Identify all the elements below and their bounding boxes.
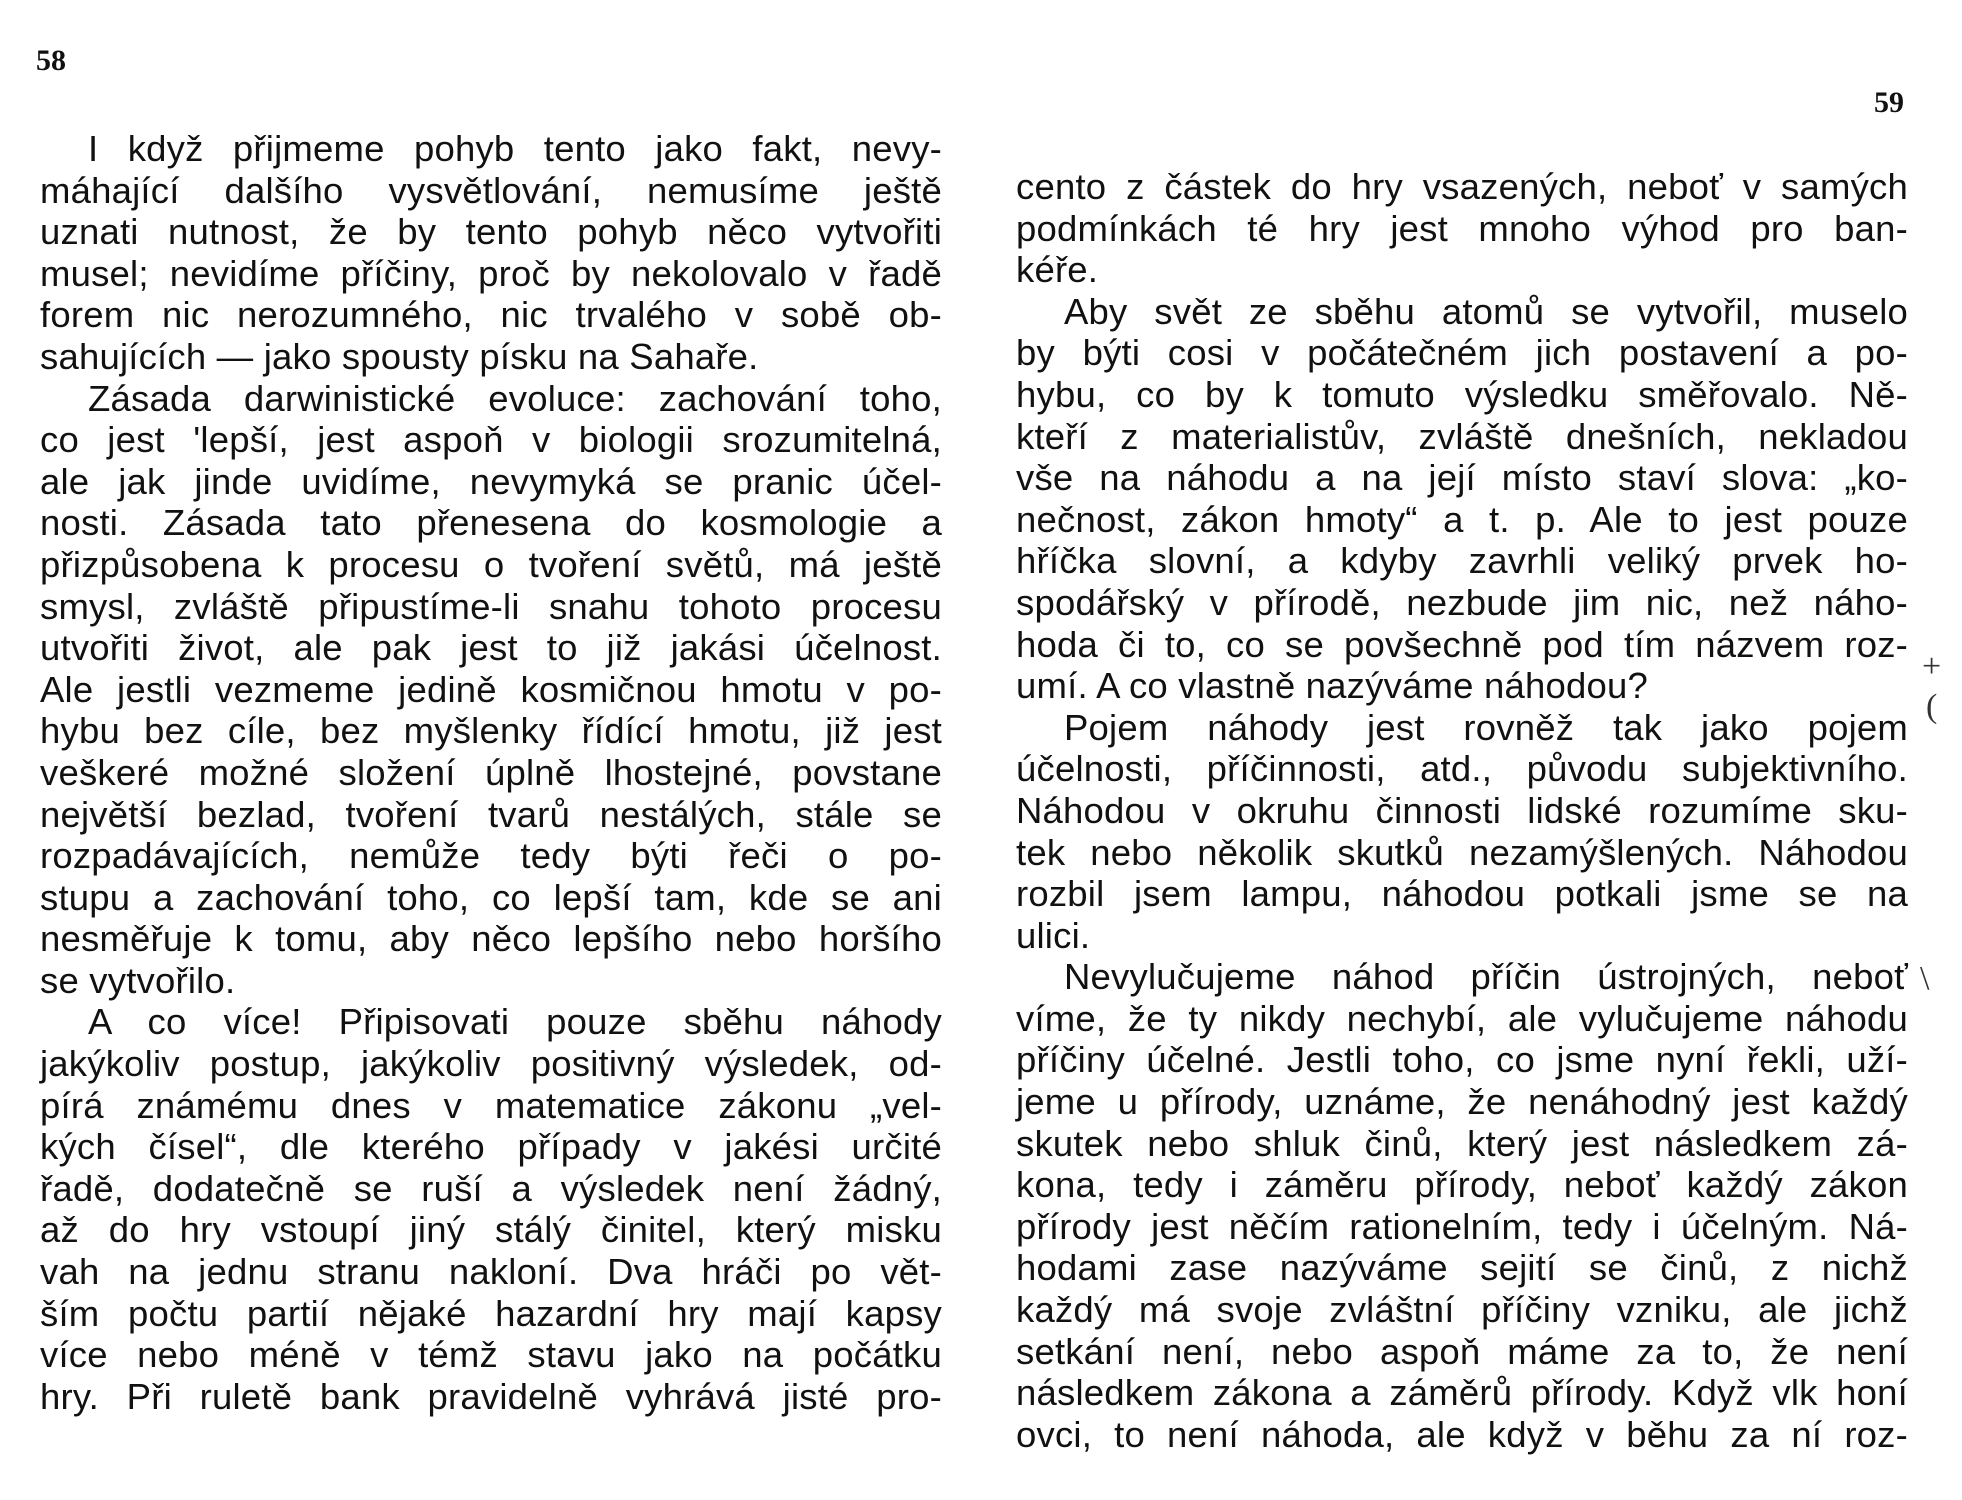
text-line: stupu a zachování toho, co lepší tam, kde se ani — [40, 876, 942, 918]
text-line: kteří z materialistův, zvláště dnešních, nekladou — [1016, 415, 1908, 457]
text-line: až do hry vstoupí jiný stálý činitel, který misku — [40, 1209, 942, 1251]
text-line: forem nic nerozumného, nic trvalého v sobě ob- — [40, 294, 942, 336]
text-line: musel; nevidíme příčiny, proč by nekolovalo v řadě — [40, 252, 942, 294]
text-line: každý má svoje zvláštní příčiny vzniku, ale jichž — [1016, 1289, 1908, 1331]
text-line: sahujících — jako spousty písku na Sahaře. — [40, 335, 759, 377]
text-line: I když přijmeme pohyb tento jako fakt, nevy- — [88, 128, 942, 169]
text-line: se vytvořilo. — [40, 959, 236, 1001]
text-line: podmínkách té hry jest mnoho výhod pro ban- — [1016, 207, 1908, 249]
margin-mark: + — [1922, 648, 1942, 685]
text-line: řadě, dodatečně se ruší a výsledek není žádný, — [40, 1167, 942, 1209]
text-line: příčiny účelné. Jestli toho, co jsme nyní řekli, uží- — [1016, 1039, 1908, 1081]
text-line: vah na jednu stranu nakloní. Dva hráči po vět- — [40, 1251, 942, 1293]
text-line: kých čísel“, dle kterého případy v jakési určité — [40, 1126, 942, 1168]
right-page-text — [1016, 166, 1908, 1455]
text-line: rozbil jsem lampu, náhodou potkali jsme se na — [1016, 873, 1908, 915]
text-line: přizpůsobena k procesu o tvoření světů, má ještě — [40, 543, 942, 585]
text-line: hříčka slovní, a kdyby zavrhli veliký prvek ho- — [1016, 540, 1908, 582]
text-line: hoda či to, co se povšechně pod tím názvem roz- — [1016, 623, 1908, 665]
text-line: největší bezlad, tvoření tvarů nestálých, stále se — [40, 793, 942, 835]
text-line: Pojem náhody jest rovněž tak jako pojem — [1064, 706, 1908, 748]
text-line: následkem zákona a záměrů přírody. Když vlk honí — [1016, 1372, 1908, 1414]
text-line: co jest 'lepší, jest aspoň v biologii srozumitelná, — [40, 419, 942, 461]
text-line: A co více! Připisovati pouze sběhu náhody — [88, 1001, 942, 1043]
text-line: nesměřuje k tomu, aby něco lepšího nebo horšího — [40, 918, 942, 960]
margin-mark: \ — [1920, 960, 1930, 997]
text-line: máhající dalšího vysvětlování, nemusíme ještě — [40, 169, 942, 211]
text-line: víme, že ty nikdy nechybí, ale vylučujeme náhodu — [1016, 997, 1908, 1039]
text-line: smysl, zvláště připustíme-li snahu tohoto procesu — [40, 585, 942, 627]
text-line: umí. A co vlastně nazýváme náhodou? — [1016, 665, 1648, 707]
text-line: nečnost, zákon hmoty“ a t. p. Ale to jest pouze — [1016, 498, 1908, 540]
text-line: jakýkoliv postup, jakýkoliv positivný výsledek, od- — [40, 1043, 942, 1085]
text-line: účelnosti, příčinnosti, atd., původu subjektivního. — [1016, 748, 1908, 790]
text-line: více nebo méně v témž stavu jako na počátku — [40, 1334, 942, 1376]
text-line: uznati nutnost, že by tento pohyb něco vytvořiti — [40, 211, 942, 253]
text-line: jeme u přírody, uznáme, že nenáhodný jest každý — [1016, 1081, 1908, 1123]
text-line: hybu, co by k tomuto výsledku směřovalo. Ně- — [1016, 373, 1908, 415]
text-line: Ale jestli vezmeme jedině kosmičnou hmotu v po- — [40, 668, 942, 710]
text-line: Aby svět ze sběhu atomů se vytvořil, muselo — [1064, 290, 1908, 332]
text-line: hry. Při ruletě bank pravidelně vyhrává jisté pro- — [40, 1375, 942, 1417]
text-line: rozpadávajících, nemůže tedy býti řeči o po- — [40, 835, 942, 877]
text-line: veškeré možné složení úplně lhostejné, povstane — [40, 751, 942, 793]
margin-mark: ( — [1926, 688, 1938, 725]
text-line: setkání není, nebo aspoň máme za to, že není — [1016, 1330, 1908, 1372]
text-line: cento z částek do hry vsazených, neboť v samých — [1016, 166, 1908, 207]
text-line: hybu bez cíle, bez myšlenky řídící hmotu, již jest — [40, 710, 942, 752]
text-line: přírody jest něčím rationelním, tedy i účelným. Ná- — [1016, 1205, 1908, 1247]
text-line: Náhodou v okruhu činnosti lidské rozumíme sku- — [1016, 789, 1908, 831]
text-line: kona, tedy i záměru přírody, neboť každý zákon — [1016, 1164, 1908, 1206]
page-number-right: 59 — [1874, 86, 1904, 119]
page-number-left: 58 — [36, 44, 66, 77]
text-line: hodami zase nazýváme sejití se činů, z nichž — [1016, 1247, 1908, 1289]
text-line: pírá známému dnes v matematice zákonu „vel- — [40, 1084, 942, 1126]
text-line: skutek nebo shluk činů, který jest následkem zá- — [1016, 1122, 1908, 1164]
left-page-text — [40, 128, 942, 1417]
text-line: vše na náhodu a na její místo staví slova: „ko- — [1016, 457, 1908, 499]
text-line: Zásada darwinistické evoluce: zachování toho, — [88, 377, 942, 419]
text-line: ulici. — [1016, 914, 1091, 956]
text-line: tek nebo několik skutků nezamýšlených. Náhodou — [1016, 831, 1908, 873]
text-line: Nevylučujeme náhod příčin ústrojných, neboť — [1064, 956, 1908, 998]
text-line: kéře. — [1016, 249, 1099, 291]
text-line: spodářský v přírodě, nezbude jim nic, než náho- — [1016, 581, 1908, 623]
text-line: utvořiti život, ale pak jest to již jakási účelnost. — [40, 627, 942, 669]
text-line: nosti. Zásada tato přenesena do kosmologie a — [40, 502, 942, 544]
text-line: ším počtu partií nějaké hazardní hry mají kapsy — [40, 1292, 942, 1334]
text-line: ovci, to není náhoda, ale když v běhu za ní roz- — [1016, 1413, 1908, 1455]
text-line: by býti cosi v počátečném jich postavení a po- — [1016, 332, 1908, 374]
text-line: ale jak jinde uvidíme, nevymyká se pranic účel- — [40, 460, 942, 502]
